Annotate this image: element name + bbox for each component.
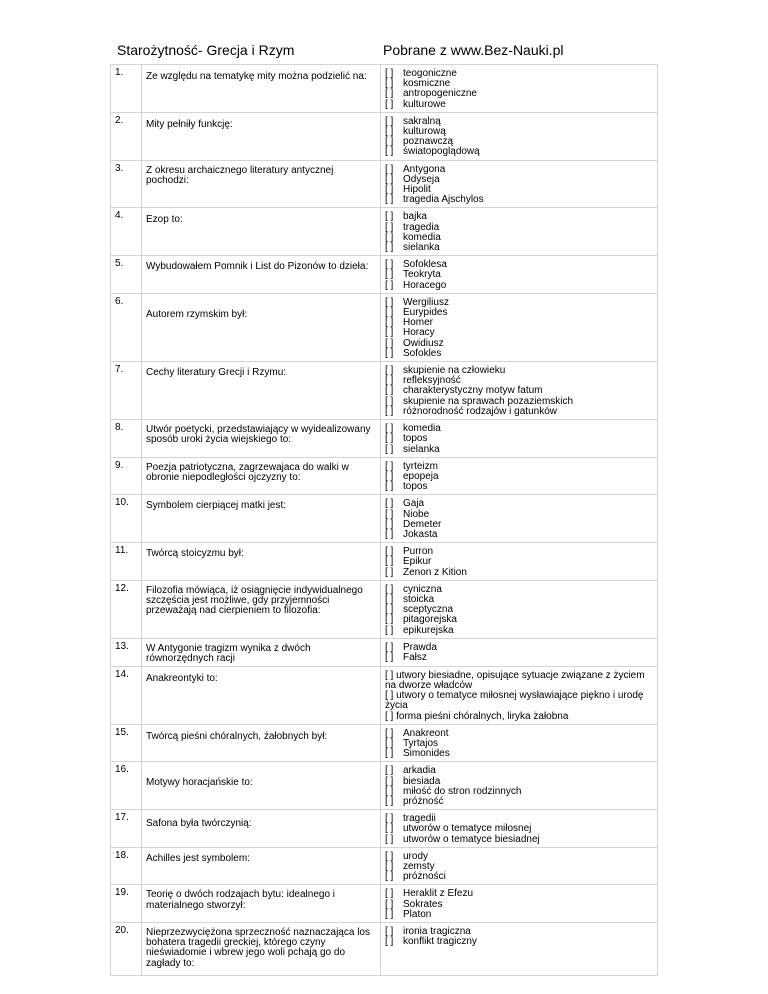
question-cell bbox=[142, 495, 381, 543]
checkbox-brackets[interactable]: [ ] bbox=[385, 727, 394, 739]
answer-option[interactable] bbox=[385, 195, 657, 205]
option-label: kosmiczne bbox=[403, 78, 451, 90]
option-label: skupienie na sprawach pozaziemskich bbox=[403, 395, 574, 407]
option-label: kulturową bbox=[403, 126, 446, 138]
checkbox-brackets[interactable]: [ ] bbox=[385, 641, 394, 653]
answer-options bbox=[381, 580, 658, 638]
checkbox-brackets[interactable]: [ ] bbox=[385, 317, 394, 329]
checkbox-brackets[interactable]: [ ] bbox=[385, 566, 394, 578]
question-row bbox=[111, 810, 658, 848]
checkbox-brackets[interactable]: [ ] bbox=[385, 296, 394, 308]
question-text: Wybudowałem Pomnik i List do Pizonów to dzieła: bbox=[146, 261, 369, 273]
answer-options bbox=[381, 666, 658, 724]
answer-option[interactable] bbox=[385, 835, 657, 845]
option-label: Prawda bbox=[403, 641, 437, 653]
checkbox-brackets[interactable]: [ ] bbox=[385, 194, 394, 206]
checkbox-brackets[interactable]: [ ] bbox=[385, 546, 394, 558]
option-label: różnorodność rodzajów i gatunków bbox=[403, 405, 557, 417]
answer-options bbox=[381, 160, 658, 208]
option-label: Wergiliusz bbox=[403, 296, 449, 308]
question-number: 18. bbox=[111, 847, 142, 885]
question-row bbox=[111, 762, 658, 810]
question-text: Z okresu archaicznego literatury antycznej pochodzi: bbox=[146, 164, 334, 186]
option-label: ironia tragiczna bbox=[403, 926, 471, 938]
checkbox-brackets[interactable]: [ ] bbox=[385, 795, 394, 807]
checkbox-brackets[interactable]: [ ] bbox=[385, 528, 394, 540]
checkbox-brackets[interactable]: [ ] bbox=[385, 184, 394, 196]
option-label: Hipolit bbox=[403, 184, 431, 196]
checkbox-brackets[interactable]: [ ] bbox=[385, 365, 394, 377]
question-row bbox=[111, 580, 658, 638]
question-number: 5. bbox=[111, 256, 142, 294]
question-text: Nieprzezwyciężona sprzeczność naznaczająca los bohatera tragedii greckiej, którego czyny nieświadomie i wbrew jego woli pchają go do zagłady to: bbox=[146, 927, 370, 969]
answer-options bbox=[381, 208, 658, 256]
option-label: topos bbox=[403, 481, 428, 493]
option-label: komedia bbox=[403, 423, 441, 435]
checkbox-brackets[interactable]: [ ] bbox=[385, 231, 394, 243]
checkbox-brackets[interactable]: [ ] bbox=[385, 926, 394, 938]
option-label: Tyrtajos bbox=[403, 737, 439, 749]
option-label: teogoniczne bbox=[403, 68, 457, 79]
checkbox-brackets[interactable]: [ ] bbox=[385, 604, 394, 616]
answer-option[interactable] bbox=[385, 749, 657, 759]
question-text: Poezja patriotyczna, zagrzewajaca do walki w obronie niepodległości ojczyzny to: bbox=[146, 461, 349, 483]
option-label: stoicka bbox=[403, 593, 435, 605]
checkbox-brackets[interactable]: [ ] bbox=[385, 518, 394, 530]
option-label: Platon bbox=[403, 908, 432, 920]
checkbox-brackets[interactable]: [ ] bbox=[385, 888, 394, 900]
question-text: Safona była twórczynią: bbox=[146, 818, 252, 830]
checkbox-brackets[interactable]: [ ] bbox=[385, 423, 394, 435]
option-label: epopeja bbox=[403, 470, 439, 482]
option-label: światopoglądową bbox=[403, 146, 480, 158]
checkbox-brackets[interactable]: [ ] bbox=[385, 327, 394, 339]
answer-options bbox=[381, 543, 658, 581]
checkbox-brackets[interactable]: [ ] bbox=[385, 173, 394, 185]
answer-option[interactable] bbox=[385, 797, 657, 807]
question-cell bbox=[142, 160, 381, 208]
question-number: 9. bbox=[111, 457, 142, 495]
question-number: 14. bbox=[111, 666, 142, 724]
answer-options bbox=[381, 112, 658, 160]
checkbox-brackets[interactable]: [ ] bbox=[385, 813, 394, 825]
option-label: Anakreont bbox=[403, 727, 449, 739]
question-text: Ze względu na tematykę mity można podzielić na: bbox=[146, 71, 367, 82]
question-text: Ezop to: bbox=[146, 214, 183, 226]
option-label: Demeter bbox=[403, 518, 442, 530]
page-header bbox=[117, 42, 677, 62]
checkbox-brackets[interactable]: [ ] bbox=[385, 508, 394, 520]
question-number: 10. bbox=[111, 495, 142, 543]
answer-option[interactable]: [ ] utwory biesiadne, opisujące sytuacje związane z życiem na dworze władców bbox=[385, 669, 645, 691]
question-row bbox=[111, 457, 658, 495]
option-label: kulturowe bbox=[403, 98, 446, 110]
question-cell bbox=[142, 666, 381, 724]
checkbox-brackets[interactable]: [ ] bbox=[385, 211, 394, 223]
answer-option[interactable] bbox=[385, 281, 657, 291]
answer-option[interactable]: [ ] forma pieśni chóralnych, liryka żałobna bbox=[385, 710, 569, 722]
answer-option[interactable] bbox=[385, 349, 657, 359]
answer-option[interactable]: [ ] utwory o tematyce miłosnej wysławiające piękno i urodę życia bbox=[385, 690, 644, 712]
question-text: Teorię o dwóch rodzajach bytu: idealnego i materialnego stworzył: bbox=[146, 889, 336, 911]
checkbox-brackets[interactable]: [ ] bbox=[385, 88, 394, 100]
option-label: tyrteizm bbox=[403, 460, 438, 472]
question-cell bbox=[142, 923, 381, 976]
question-number: 6. bbox=[111, 293, 142, 361]
option-label: Horacy bbox=[403, 327, 435, 339]
answer-options bbox=[381, 810, 658, 848]
checkbox-brackets[interactable]: [ ] bbox=[385, 850, 394, 862]
option-label: antropogeniczne bbox=[403, 88, 477, 100]
question-number: 7. bbox=[111, 362, 142, 420]
checkbox-brackets[interactable]: [ ] bbox=[385, 936, 394, 948]
checkbox-brackets[interactable]: [ ] bbox=[385, 470, 394, 482]
option-label: Eurypides bbox=[403, 307, 448, 319]
question-number: 12. bbox=[111, 580, 142, 638]
answer-option[interactable] bbox=[385, 530, 657, 540]
answer-option[interactable] bbox=[385, 482, 657, 492]
question-number: 16. bbox=[111, 762, 142, 810]
option-label: Purron bbox=[403, 546, 434, 558]
question-text: Anakreontyki to: bbox=[146, 672, 218, 684]
checkbox-brackets[interactable]: [ ] bbox=[385, 395, 394, 407]
option-label: arkadia bbox=[403, 765, 436, 777]
checkbox-brackets[interactable]: [ ] bbox=[385, 871, 394, 883]
checkbox-brackets[interactable]: [ ] bbox=[385, 98, 394, 110]
checkbox-brackets[interactable]: [ ] bbox=[385, 221, 394, 233]
answer-option[interactable] bbox=[385, 407, 657, 417]
checkbox-brackets[interactable]: [ ] bbox=[385, 78, 394, 90]
option-label: skupienie na człowieku bbox=[403, 365, 506, 377]
question-row bbox=[111, 543, 658, 581]
answer-option[interactable] bbox=[385, 445, 657, 455]
question-row bbox=[111, 112, 658, 160]
option-label: refleksyjność bbox=[403, 375, 461, 387]
checkbox-brackets[interactable]: [ ] bbox=[385, 593, 394, 605]
question-text: Achilles jest symbolem: bbox=[146, 852, 250, 864]
question-cell bbox=[142, 457, 381, 495]
option-label: bajka bbox=[403, 211, 427, 223]
document-title: Starożytność- Grecja i Rzym bbox=[117, 42, 295, 58]
checkbox-brackets[interactable]: [ ] bbox=[385, 785, 394, 797]
option-label: tragedia bbox=[403, 221, 440, 233]
checkbox-brackets[interactable]: [ ] bbox=[385, 347, 394, 359]
option-label: próżności bbox=[403, 871, 446, 883]
answer-option[interactable] bbox=[385, 653, 657, 663]
option-label: konflikt tragiczny bbox=[403, 936, 477, 948]
checkbox-brackets[interactable]: [ ] bbox=[385, 898, 394, 910]
question-text: Utwór poetycki, przedstawiający w wyidealizowany sposób uroki życia wiejskiego to: bbox=[146, 424, 371, 446]
checkbox-brackets[interactable]: [ ] bbox=[385, 433, 394, 445]
question-number: 3. bbox=[111, 160, 142, 208]
question-row bbox=[111, 638, 658, 666]
question-number: 11. bbox=[111, 543, 142, 581]
checkbox-brackets[interactable]: [ ] bbox=[385, 405, 394, 417]
option-label: miłość do stron rodzinnych bbox=[403, 785, 522, 797]
question-number: 17. bbox=[111, 810, 142, 848]
option-label: komedia bbox=[403, 231, 441, 243]
option-label: biesiada bbox=[403, 775, 441, 787]
option-label: Horacego bbox=[403, 279, 447, 291]
checkbox-brackets[interactable]: [ ] bbox=[385, 908, 394, 920]
checkbox-brackets[interactable]: [ ] bbox=[385, 765, 394, 777]
question-row bbox=[111, 160, 658, 208]
question-cell bbox=[142, 580, 381, 638]
option-label: Fałsz bbox=[403, 651, 427, 663]
answer-options bbox=[381, 724, 658, 762]
question-row bbox=[111, 923, 658, 976]
question-number: 4. bbox=[111, 208, 142, 256]
option-label: Simonides bbox=[403, 748, 450, 760]
question-number: 19. bbox=[111, 885, 142, 923]
question-cell bbox=[142, 810, 381, 848]
checkbox-brackets[interactable]: [ ] bbox=[385, 146, 394, 158]
answer-option[interactable] bbox=[385, 568, 657, 578]
checkbox-brackets[interactable]: [ ] bbox=[385, 460, 394, 472]
question-row bbox=[111, 208, 658, 256]
option-label: Sofokles bbox=[403, 347, 442, 359]
option-label: tragedia Ajschylos bbox=[403, 194, 484, 206]
answer-options bbox=[381, 638, 658, 666]
option-label: Owidiusz bbox=[403, 337, 444, 349]
question-row bbox=[111, 420, 658, 458]
option-label: próżność bbox=[403, 795, 444, 807]
checkbox-brackets[interactable]: [ ] bbox=[385, 498, 394, 510]
checkbox-brackets[interactable]: [ ] bbox=[385, 833, 394, 845]
option-label: topos bbox=[403, 433, 428, 445]
option-label: utworów o tematyce miłosnej bbox=[403, 823, 532, 835]
option-label: charakterystyczny motyw fatum bbox=[403, 385, 543, 397]
checkbox-brackets[interactable]: [ ] bbox=[385, 651, 394, 663]
question-row bbox=[111, 256, 658, 294]
question-text: Symbolem cierpiącej matki jest: bbox=[146, 500, 287, 512]
question-row bbox=[111, 65, 658, 113]
answer-options bbox=[381, 457, 658, 495]
checkbox-brackets[interactable]: [ ] bbox=[385, 748, 394, 760]
answer-option[interactable] bbox=[385, 937, 657, 947]
question-row bbox=[111, 495, 658, 543]
question-cell bbox=[142, 112, 381, 160]
question-number: 1. bbox=[111, 65, 142, 113]
option-label: Sofoklesa bbox=[403, 259, 447, 271]
question-row bbox=[111, 666, 658, 724]
question-text: W Antygonie tragizm wynika z dwóch równorzędnych racji bbox=[146, 642, 311, 664]
answer-option[interactable] bbox=[385, 910, 657, 920]
question-cell bbox=[142, 543, 381, 581]
question-row bbox=[111, 724, 658, 762]
option-label: sakralną bbox=[403, 115, 441, 127]
question-cell bbox=[142, 420, 381, 458]
checkbox-brackets[interactable]: [ ] bbox=[385, 737, 394, 749]
answer-option[interactable] bbox=[385, 147, 657, 157]
question-number: 15. bbox=[111, 724, 142, 762]
option-label: Sokrates bbox=[403, 898, 443, 910]
answer-options bbox=[381, 65, 658, 113]
option-label: sceptyczna bbox=[403, 604, 454, 616]
checkbox-brackets[interactable]: [ ] bbox=[385, 115, 394, 127]
option-label: Odyseja bbox=[403, 173, 440, 185]
answer-options bbox=[381, 495, 658, 543]
answer-option[interactable] bbox=[385, 243, 657, 253]
option-label: utworów o tematyce biesiadnej bbox=[403, 833, 540, 845]
option-label: tragedii bbox=[403, 813, 436, 825]
option-label: sielanka bbox=[403, 443, 440, 455]
option-label: zemsty bbox=[403, 861, 435, 872]
question-cell bbox=[142, 847, 381, 885]
option-label: epikurejska bbox=[403, 624, 454, 636]
option-label: poznawczą bbox=[403, 136, 454, 148]
checkbox-brackets[interactable]: [ ] bbox=[385, 259, 394, 271]
question-number: 20. bbox=[111, 923, 142, 976]
answer-option[interactable] bbox=[385, 100, 657, 110]
checkbox-brackets[interactable]: [ ] bbox=[385, 126, 394, 138]
question-cell bbox=[142, 256, 381, 294]
question-number: 13. bbox=[111, 638, 142, 666]
checkbox-brackets[interactable]: [ ] bbox=[385, 775, 394, 787]
checkbox-brackets[interactable]: [ ] bbox=[385, 556, 394, 568]
option-label: Niobe bbox=[403, 508, 430, 520]
option-label: Epikur bbox=[403, 556, 432, 568]
question-cell bbox=[142, 724, 381, 762]
option-label: Jokasta bbox=[403, 528, 438, 540]
question-text: Twórcą pieśni chóralnych, żałobnych był: bbox=[146, 730, 328, 742]
checkbox-brackets[interactable]: [ ] bbox=[385, 136, 394, 148]
question-cell bbox=[142, 362, 381, 420]
answer-option[interactable] bbox=[385, 872, 657, 882]
quiz-table bbox=[110, 64, 658, 976]
checkbox-brackets[interactable]: [ ] bbox=[385, 242, 394, 254]
checkbox-brackets[interactable]: [ ] bbox=[385, 614, 394, 626]
option-label: sielanka bbox=[403, 242, 440, 254]
question-cell bbox=[142, 65, 381, 113]
checkbox-brackets[interactable]: [ ] bbox=[385, 337, 394, 349]
answer-options bbox=[381, 293, 658, 361]
checkbox-brackets[interactable]: [ ] bbox=[385, 823, 394, 835]
checkbox-brackets[interactable]: [ ] bbox=[385, 385, 394, 397]
checkbox-brackets[interactable]: [ ] bbox=[385, 481, 394, 493]
option-label: Teokryta bbox=[403, 269, 441, 281]
answer-options bbox=[381, 256, 658, 294]
checkbox-brackets[interactable]: [ ] bbox=[385, 163, 394, 175]
option-label: Antygona bbox=[403, 163, 446, 175]
question-cell bbox=[142, 885, 381, 923]
checkbox-brackets[interactable]: [ ] bbox=[385, 861, 394, 872]
question-row bbox=[111, 362, 658, 420]
answer-options bbox=[381, 420, 658, 458]
question-text: Twórcą stoicyzmu był: bbox=[146, 548, 244, 560]
question-text: Filozofia mówiąca, iż osiągnięcie indywidualnego szczęścia jest możliwe, gdy przyjemności przeważają nad cierpieniem to filozofia: bbox=[146, 584, 363, 617]
option-label: pitagorejska bbox=[403, 614, 457, 626]
question-cell bbox=[142, 638, 381, 666]
answer-options bbox=[381, 923, 658, 976]
option-label: urody bbox=[403, 850, 429, 862]
option-label: cyniczna bbox=[403, 583, 442, 595]
question-cell bbox=[142, 293, 381, 361]
checkbox-brackets[interactable]: [ ] bbox=[385, 443, 394, 455]
question-text: Motywy horacjańskie to: bbox=[146, 777, 253, 789]
question-row bbox=[111, 885, 658, 923]
question-row bbox=[111, 847, 658, 885]
question-text: Autorem rzymskim był: bbox=[146, 308, 248, 320]
answer-options bbox=[381, 885, 658, 923]
checkbox-brackets[interactable]: [ ] bbox=[385, 269, 394, 281]
option-label: Zenon z Kition bbox=[403, 566, 467, 578]
answer-options bbox=[381, 762, 658, 810]
answer-option[interactable] bbox=[385, 626, 657, 636]
checkbox-brackets[interactable]: [ ] bbox=[385, 583, 394, 595]
question-cell bbox=[142, 762, 381, 810]
option-label: Homer bbox=[403, 317, 434, 329]
checkbox-brackets[interactable]: [ ] bbox=[385, 375, 394, 387]
question-text: Mity pełniły funkcję: bbox=[146, 118, 233, 130]
question-row bbox=[111, 293, 658, 361]
answer-options bbox=[381, 847, 658, 885]
question-number: 2. bbox=[111, 112, 142, 160]
option-label: Heraklit z Efezu bbox=[403, 888, 474, 900]
question-text: Cechy literatury Grecji i Rzymu: bbox=[146, 367, 287, 379]
question-cell bbox=[142, 208, 381, 256]
question-number: 8. bbox=[111, 420, 142, 458]
checkbox-brackets[interactable]: [ ] bbox=[385, 624, 394, 636]
checkbox-brackets[interactable]: [ ] bbox=[385, 307, 394, 319]
checkbox-brackets[interactable]: [ ] bbox=[385, 68, 394, 79]
option-label: Gaja bbox=[403, 498, 425, 510]
checkbox-brackets[interactable]: [ ] bbox=[385, 279, 394, 291]
source-note: Pobrane z www.Bez-Nauki.pl bbox=[383, 42, 564, 58]
answer-options bbox=[381, 362, 658, 420]
